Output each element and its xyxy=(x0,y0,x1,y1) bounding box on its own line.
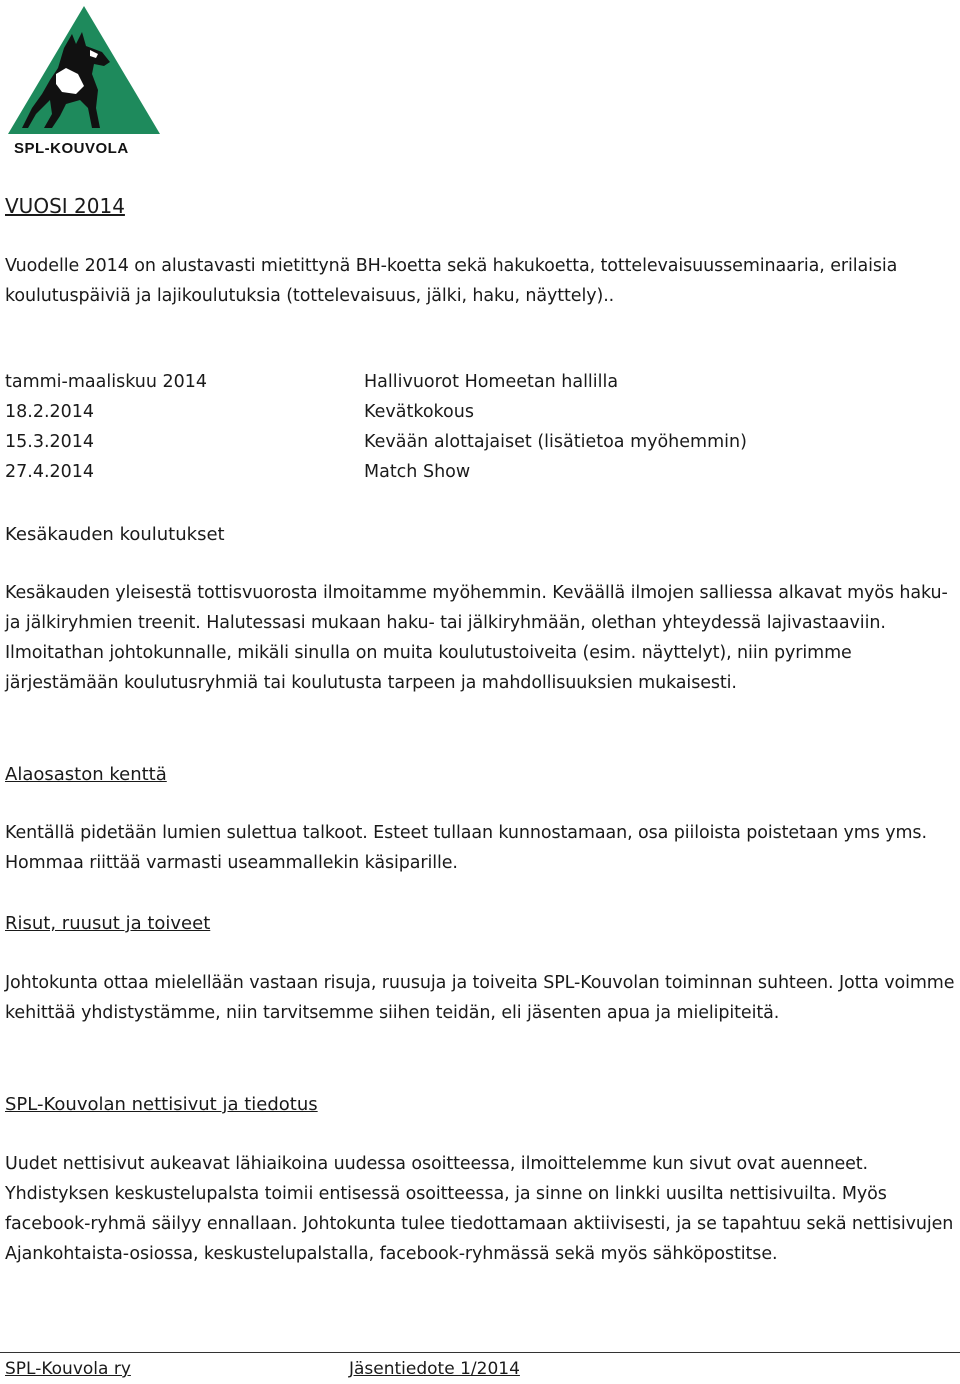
spl-kouvola-logo xyxy=(6,4,162,156)
field-paragraph: Kentällä pidetään lumien sulettua talkoot. Esteet tullaan kunnostamaan, osa piiloista poistetaan yms yms. Hommaa riittää varmasti useammallekin käsiparille. xyxy=(5,823,927,873)
schedule-row xyxy=(5,367,955,397)
schedule-event: Kevätkokous xyxy=(364,402,474,422)
logo-text: SPL-KOUVOLA xyxy=(14,140,129,157)
schedule-list xyxy=(5,367,955,487)
schedule-event: Kevään alottajaiset (lisätietoa myöhemmin) xyxy=(364,432,747,452)
intro-paragraph: Vuodelle 2014 on alustavasti mietittynä BH-koetta sekä hakukoetta, tottelevaisuusseminaaria, erilaisia koulutuspäiviä ja lajikoulutuksia (tottelevaisuus, jälki, haku, näyttely).. xyxy=(5,256,898,306)
page-title: VUOSI 2014 xyxy=(5,194,125,218)
schedule-date: tammi-maaliskuu 2014 xyxy=(5,372,208,392)
schedule-date: 18.2.2014 xyxy=(5,402,95,422)
feedback-heading: Risut, ruusut ja toiveet xyxy=(5,913,211,934)
website-paragraph: Uudet nettisivut aukeavat lähiaikoina uudessa osoitteessa, ilmoittelemme kun sivut ovat auenneet. Yhdistyksen keskustelupalsta toimii entisessä osoitteessa, ja sinne on linkki uusilta nettisivuilta. Myös facebook-ryhmä säilyy ennallaan. Johtokunta tulee tiedottamaan aktiivisesti, ja se tapahtuu sekä nettisivujen Ajankohtaista-osiossa, keskustelupalstalla, facebook-ryhmässä sekä myös sähköpostitse. xyxy=(5,1154,954,1264)
schedule-date: 27.4.2014 xyxy=(5,462,95,482)
footer-organization: SPL-Kouvola ry xyxy=(5,1359,131,1379)
summer-training-heading: Kesäkauden koulutukset xyxy=(5,524,225,545)
website-heading: SPL-Kouvolan nettisivut ja tiedotus xyxy=(5,1094,318,1115)
summer-training-paragraph: Kesäkauden yleisestä tottisvuorosta ilmoitamme myöhemmin. Keväällä ilmojen salliessa alkavat myös haku- ja jälkiryhmien treenit. Halutessasi mukaan haku- tai jälkiryhmään, olethan yhteydessä lajivastaaviin. Ilmoitathan johtokunnalle, mikäli sinulla on muita koulutustoiveita (esim. näyttelyt), niin pyrimme järjestämään koulutusryhmiä tai koulutusta tarpeen ja mahdollisuuksien mukaisesti. xyxy=(5,583,948,693)
footer-divider xyxy=(0,1352,960,1353)
dog-triangle-logo-icon xyxy=(6,4,162,138)
schedule-date: 15.3.2014 xyxy=(5,432,95,452)
schedule-row xyxy=(5,457,955,487)
schedule-row xyxy=(5,427,955,457)
schedule-row xyxy=(5,397,955,427)
schedule-event: Match Show xyxy=(364,462,471,482)
schedule-event: Hallivuorot Homeetan hallilla xyxy=(364,372,619,392)
feedback-paragraph: Johtokunta ottaa mielellään vastaan risuja, ruusuja ja toiveita SPL-Kouvolan toiminnan suhteen. Jotta voimme kehittää yhdistystämme, niin tarvitsemme siihen teidän, eli jäsenten apua ja mielipiteitä. xyxy=(5,973,955,1023)
field-heading: Alaosaston kenttä xyxy=(5,764,167,785)
footer-newsletter-issue: Jäsentiedote 1/2014 xyxy=(349,1359,520,1379)
